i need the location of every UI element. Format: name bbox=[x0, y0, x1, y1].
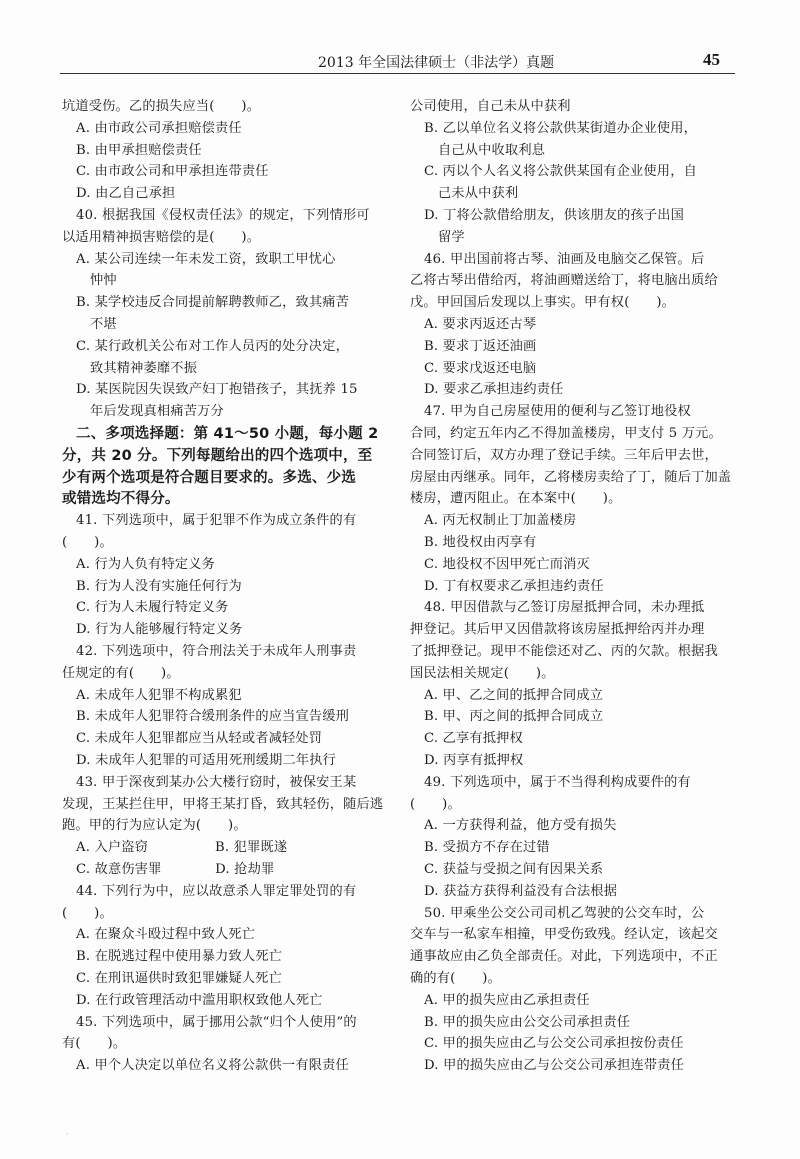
left-column-line: A. 甲个人决定以单位名义将公款供一有限责任 bbox=[76, 1058, 349, 1074]
right-column-line: C. 获益与受损之间有因果关系 bbox=[424, 862, 604, 877]
right-column-line: B. 受损方不存在过错 bbox=[424, 840, 550, 856]
left-column-line: 发现，王某拦住甲，甲将王某打昏，致其轻伤，随后逃 bbox=[62, 796, 384, 812]
left-column-line: A. 在聚众斗殴过程中致人死亡 bbox=[76, 927, 256, 943]
left-column-line: A. 未成年人犯罪不构成累犯 bbox=[76, 687, 242, 703]
right-column-line: C. 丙以个人名义将公款供某国有企业使用，自 bbox=[424, 164, 697, 180]
right-column-line: B. 要求丁返还油画 bbox=[424, 338, 537, 354]
right-column-line: 确的有( )。 bbox=[410, 971, 502, 986]
header-rule bbox=[60, 73, 735, 74]
left-column-line: 43. 甲于深夜到某办公大楼行窃时，被保安王某 bbox=[76, 774, 357, 790]
right-column-line: C. 地役权不因甲死亡而消灭 bbox=[424, 556, 590, 572]
right-column-line: ( )。 bbox=[410, 796, 461, 812]
right-column-line: 合同签订后，双方办理了登记手续。三年后甲去世， bbox=[410, 447, 718, 463]
right-column-line: 交车与一私家车相撞，甲受伤致残。经认定，该起交 bbox=[410, 927, 718, 943]
right-column-line: A. 丙无权制止丁加盖楼房 bbox=[424, 513, 577, 529]
footer-mark: · bbox=[66, 1130, 69, 1139]
right-column-line: 戊。甲回国后发现以上事实。甲有权( )。 bbox=[410, 295, 676, 311]
right-column-line: C. 乙享有抵押权 bbox=[424, 731, 523, 747]
page-number: 45 bbox=[703, 50, 720, 69]
right-column-line: 49. 下列选项中，属于不当得利构成要件的有 bbox=[424, 774, 691, 790]
header-title: 2013 年全国法律硕士（非法学）真题 bbox=[318, 55, 555, 71]
right-column-line: A. 一方获得利益，他方受有损失 bbox=[424, 818, 617, 834]
right-column-line: A. 要求丙返还古琴 bbox=[424, 317, 537, 332]
right-column-line: D. 丁将公款借给朋友，供该朋友的孩子出国 bbox=[424, 208, 685, 223]
left-column-line: B. 在脱逃过程中使用暴力致人死亡 bbox=[76, 949, 283, 965]
left-column-line: 分，共 20 分。下列每题给出的四个选项中，至 bbox=[62, 447, 373, 464]
left-column-line: 忡忡 bbox=[90, 273, 117, 289]
right-column-line: D. 要求乙承担违约责任 bbox=[424, 382, 564, 398]
right-column-line: 了抵押登记。现甲不能偿还对乙、丙的欠款。根据我 bbox=[410, 644, 718, 659]
right-column-line: D. 丙享有抵押权 bbox=[424, 753, 524, 768]
left-column-line: B. 行为人没有实施任何行为 bbox=[76, 578, 242, 594]
left-column-line: 坑道受伤。乙的损失应当( )。 bbox=[62, 99, 261, 114]
left-column-line: 或错选均不得分。 bbox=[62, 491, 180, 508]
left-column-line: ( )。 bbox=[62, 535, 113, 550]
left-column-line: 42. 下列选项中，符合刑法关于未成年人刑事责 bbox=[76, 644, 357, 659]
right-column-line: 合同，约定五年内乙不得加盖楼房，甲支付 5 万元。 bbox=[410, 426, 722, 441]
right-column-line: 乙将古琴出借给丙，将油画赠送给丁，将电脑出质给 bbox=[410, 273, 718, 289]
left-column-line: 以适用精神损害赔偿的是( )。 bbox=[62, 229, 261, 245]
left-column-line: 二、多项选择题：第 41～50 小题，每小题 2 bbox=[76, 426, 379, 442]
left-column-line: B. 未成年人犯罪符合缓刑条件的应当宣告缓刑 bbox=[76, 709, 350, 725]
right-column-line: 通事故应由乙负全部责任。对此，下列选项中，不正 bbox=[410, 949, 718, 965]
left-column-line: C. 由市政公司和甲承担连带责任 bbox=[76, 164, 269, 180]
left-column-line: 跑。甲的行为应认定为( )。 bbox=[62, 818, 247, 834]
left-column-line: C. 在刑讯逼供时致犯罪嫌疑人死亡 bbox=[76, 971, 283, 986]
right-column-line: 房屋由丙继承。同年，乙将楼房卖给了丁，随后丁加盖 bbox=[410, 469, 732, 485]
left-column-line: 40. 根据我国《侵权责任法》的规定，下列情形可 bbox=[76, 208, 370, 223]
left-column-line: D. 行为人能够履行特定义务 bbox=[76, 622, 243, 638]
right-column-line: B. 地役权由丙享有 bbox=[424, 535, 537, 550]
right-column-line: 自己从中收取利息 bbox=[438, 142, 546, 158]
right-column-line: D. 甲的损失应由乙与公交公司承担连带责任 bbox=[424, 1058, 685, 1074]
left-column-line: 有( )。 bbox=[62, 1036, 127, 1052]
right-column-line: C. 甲的损失应由乙与公交公司承担按份责任 bbox=[424, 1036, 684, 1052]
right-column-line: 公司使用，自己未从中获利 bbox=[410, 99, 571, 114]
left-column-line: A. 行为人负有特定义务 bbox=[76, 556, 215, 572]
right-column-line: B. 甲、丙之间的抵押合同成立 bbox=[424, 709, 604, 725]
right-column-line: 留学 bbox=[438, 229, 465, 245]
left-column-line: D. 未成年人犯罪的可适用死刑缓期二年执行 bbox=[76, 753, 337, 768]
left-column-line: A. 某公司连续一年未发工资，致职工甲忧心 bbox=[76, 251, 336, 267]
left-column-line: C. 未成年人犯罪都应当从轻或者减轻处罚 bbox=[76, 731, 323, 747]
left-column-line: C. 故意伤害罪 D. 抢劫罪 bbox=[76, 862, 275, 877]
left-column-line: B. 由甲承担赔偿责任 bbox=[76, 142, 202, 158]
right-column-line: B. 甲的损失应由公交公司承担责任 bbox=[424, 1014, 631, 1030]
right-column-line: D. 丁有权要求乙承担违约责任 bbox=[424, 578, 604, 594]
left-column-line: C. 行为人未履行特定义务 bbox=[76, 600, 229, 616]
right-column-line: A. 甲、乙之间的抵押合同成立 bbox=[424, 687, 604, 703]
left-column-line: 致其精神萎靡不振 bbox=[90, 360, 198, 376]
right-column-line: A. 甲的损失应由乙承担责任 bbox=[424, 992, 590, 1008]
left-column-line: D. 某医院因失误致产妇丁抱错孩子，其抚养 15 bbox=[76, 382, 358, 398]
right-column-line: 46. 甲出国前将古琴、油画及电脑交乙保管。后 bbox=[424, 251, 705, 267]
left-column-line: B. 某学校违反合同提前解聘教师乙，致其痛苦 bbox=[76, 295, 350, 311]
right-column-line: 48. 甲因借款与乙签订房屋抵押合同，未办理抵 bbox=[424, 600, 705, 616]
left-column-line: C. 某行政机关公布对工作人员丙的处分决定， bbox=[76, 338, 349, 354]
left-column-line: 41. 下列选项中，属于犯罪不作为成立条件的有 bbox=[76, 513, 357, 529]
right-column-line: C. 要求戊返还电脑 bbox=[424, 360, 537, 376]
left-column-line: 44. 下列行为中，应以故意杀人罪定罪处罚的有 bbox=[76, 883, 357, 899]
left-column-line: A. 由市政公司承担赔偿责任 bbox=[76, 120, 242, 136]
right-column-line: 50. 甲乘坐公交公司司机乙驾驶的公交车时，公 bbox=[424, 905, 705, 921]
left-column-line: ( )。 bbox=[62, 905, 113, 921]
left-column-line: D. 在行政管理活动中滥用职权致他人死亡 bbox=[76, 992, 323, 1008]
right-column-line: D. 获益方获得利益没有合法根据 bbox=[424, 883, 618, 899]
left-column-line: 45. 下列选项中，属于挪用公款“归个人使用”的 bbox=[76, 1014, 357, 1030]
left-column-line: D. 由乙自己承担 bbox=[76, 186, 176, 202]
right-column-line: 楼房，遭丙阻止。在本案中( )。 bbox=[410, 491, 622, 507]
left-column-line: A. 入户盗窃 B. 犯罪既遂 bbox=[76, 840, 288, 856]
left-column-line: 年后发现真相痛苦万分 bbox=[90, 404, 224, 420]
left-column-line: 少有两个选项是符合题目要求的。多选、少选 bbox=[62, 469, 356, 486]
right-column-line: 押登记。其后甲又因借款将该房屋抵押给丙并办理 bbox=[410, 622, 705, 638]
left-column-line: 不堪 bbox=[90, 317, 117, 332]
left-column-line: 任规定的有( )。 bbox=[62, 665, 180, 681]
right-column-line: 国民法相关规定( )。 bbox=[410, 665, 555, 681]
right-column-line: 47. 甲为自己房屋使用的便利与乙签订地役权 bbox=[424, 404, 691, 420]
right-column-line: 己未从中获利 bbox=[438, 186, 519, 202]
right-column-line: B. 乙以单位名义将公款供某街道办企业使用， bbox=[424, 120, 698, 136]
page-header bbox=[0, 0, 800, 80]
